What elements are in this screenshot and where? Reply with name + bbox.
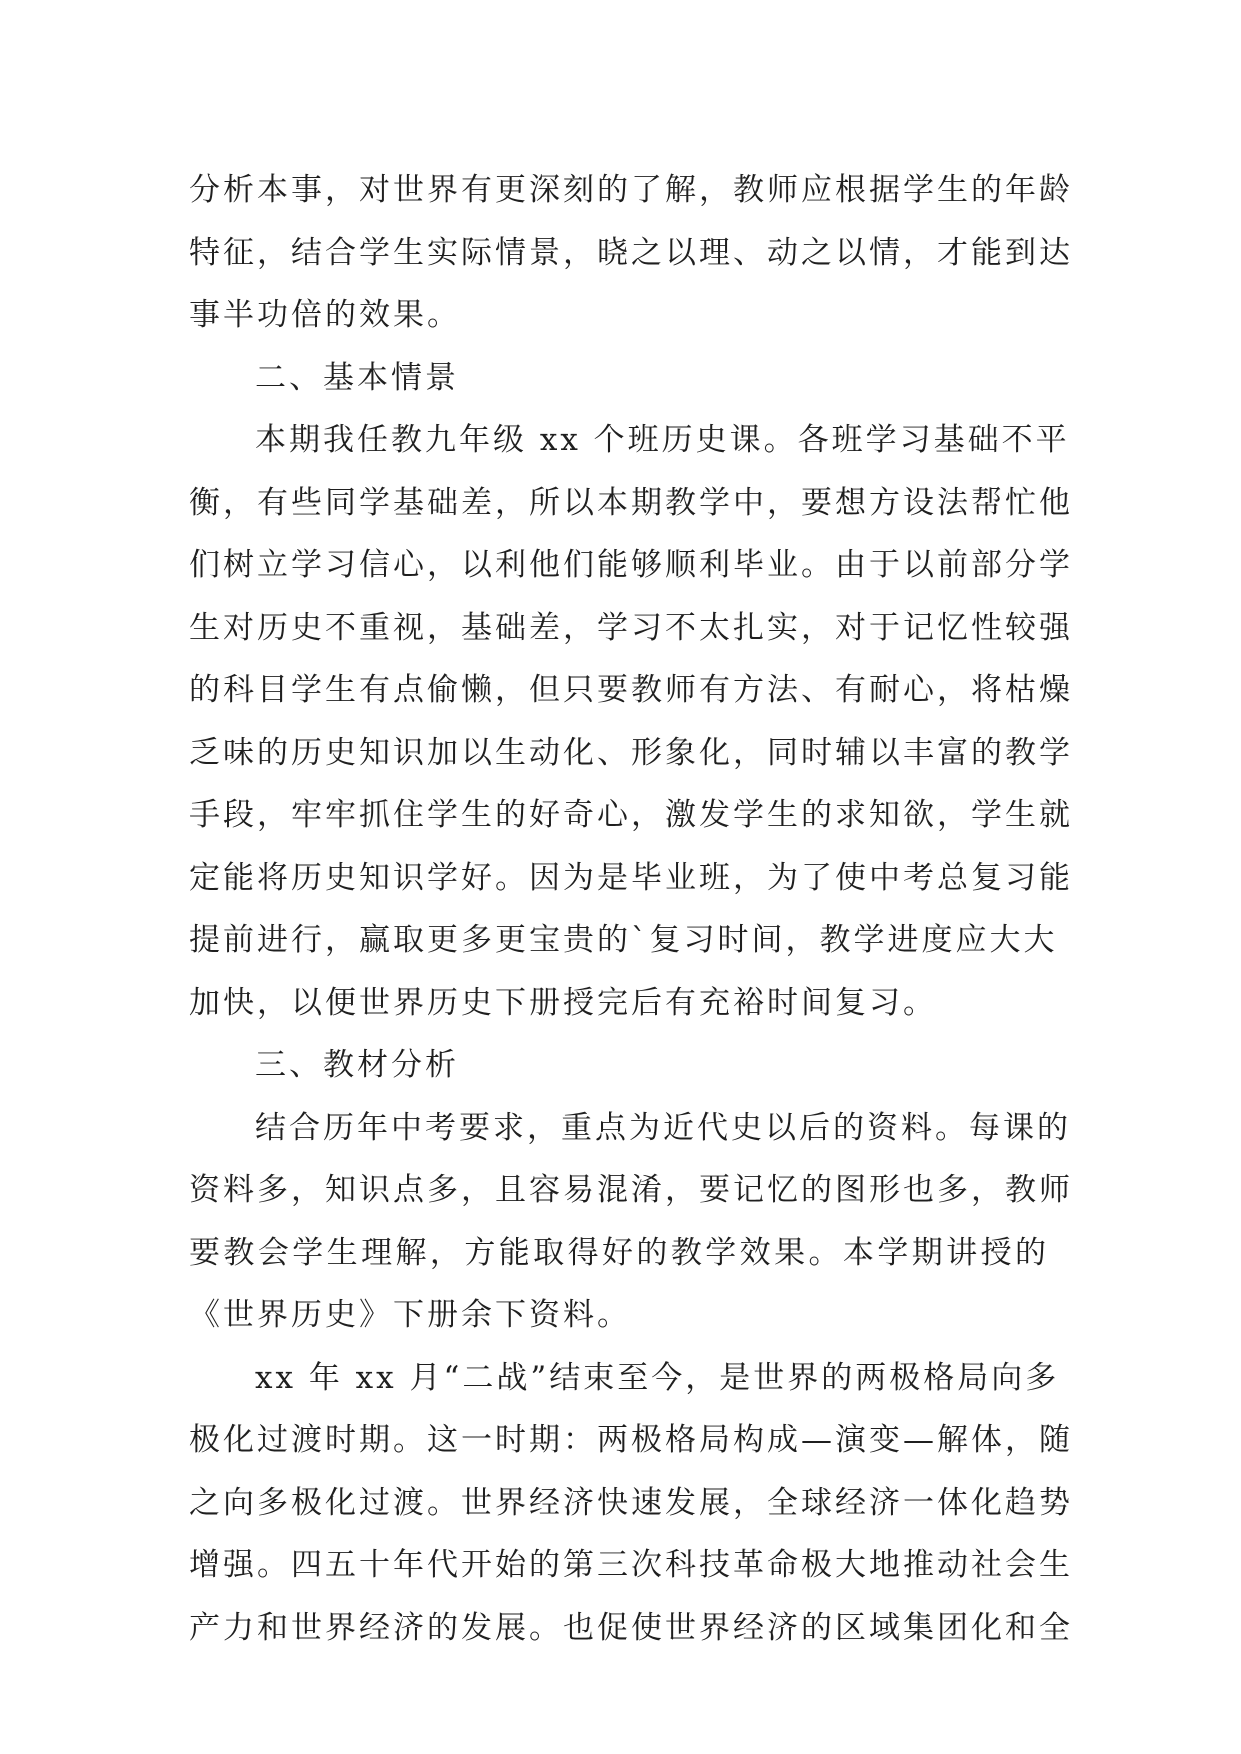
text-line: 本期我任教九年级 xx 个班历史课。各班学习基础不平 [255, 422, 1070, 458]
heading-text: 三、教材分析 [255, 1047, 459, 1083]
text-line: 的科目学生有点偷懒，但只要教师有方法、有耐心，将枯燥 [189, 672, 1073, 708]
text-line: 要教会学生理解，方能取得好的教学效果。本学期讲授的 [189, 1234, 1049, 1271]
paragraph-intro-continuation [189, 159, 1073, 347]
section-heading-basic-situation [189, 347, 1049, 410]
text-line: 资料多，知识点多，且容易混淆，要记忆的图形也多，教师 [189, 1172, 1073, 1208]
text-line: 产力和世界经济的发展。也促使世界经济的区域集团化和全 [189, 1609, 1073, 1646]
text-line: 事半功倍的效果。 [189, 297, 461, 333]
text-line: 手段，牢牢抓住学生的好奇心，激发学生的求知欲，学生就 [189, 797, 1073, 833]
text-line: 生对历史不重视，基础差，学习不太扎实，对于记忆性较强 [189, 609, 1073, 646]
paragraph-basic-situation [189, 409, 1073, 1034]
text-line: 乏味的历史知识加以生动化、形象化，同时辅以丰富的教学 [189, 734, 1073, 771]
text-line: 提前进行，赢取更多更宝贵的`复习时间，教学进度应大大 [189, 922, 1058, 958]
text-line: 特征，结合学生实际情景，晓之以理、动之以情，才能到达 [189, 234, 1073, 271]
text-line: 加快，以便世界历史下册授完后有充裕时间复习。 [189, 984, 937, 1021]
paragraph-postwar-period [189, 1347, 1073, 1660]
text-line: 增强。四五十年代开始的第三次科技革命极大地推动社会生 [189, 1547, 1073, 1583]
text-line: 定能将历史知识学好。因为是毕业班，为了使中考总复习能 [189, 859, 1073, 896]
text-line: 衡，有些同学基础差，所以本期教学中，要想方设法帮忙他 [189, 484, 1073, 521]
text-line: 极化过渡时期。这一时期：两极格局构成—演变—解体，随 [189, 1422, 1073, 1458]
document-body [189, 159, 1073, 1659]
text-line: 《世界历史》下册余下资料。 [189, 1297, 631, 1333]
text-line: 之向多极化过渡。世界经济快速发展，全球经济一体化趋势 [189, 1484, 1073, 1521]
section-heading-textbook-analysis [189, 1034, 1049, 1097]
heading-text: 二、基本情景 [255, 359, 459, 396]
text-line: 们树立学习信心，以利他们能够顺利毕业。由于以前部分学 [189, 547, 1073, 583]
paragraph-textbook-analysis [189, 1097, 1073, 1347]
text-line: xx 年 xx 月“二战”结束至今，是世界的两极格局向多 [255, 1359, 1060, 1396]
text-line: 结合历年中考要求，重点为近代史以后的资料。每课的 [255, 1109, 1071, 1146]
text-line: 分析本事，对世界有更深刻的了解，教师应根据学生的年龄 [189, 172, 1073, 208]
